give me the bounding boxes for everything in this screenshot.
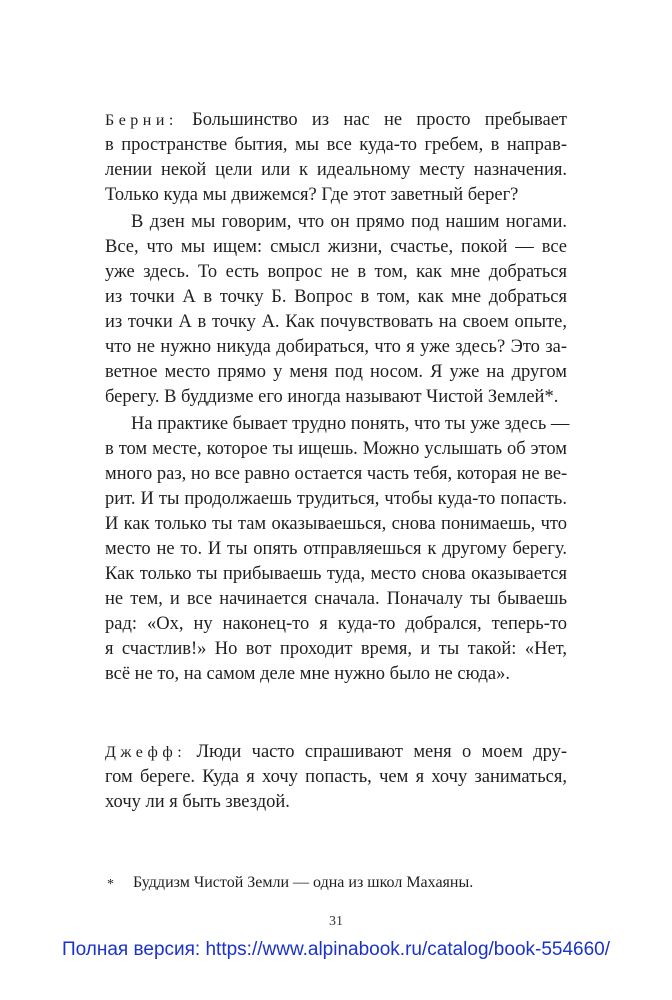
- body-line: И как только ты там оказываешься, снова понимаешь, что: [105, 514, 567, 534]
- body-line: Только куда мы движемся? Где этот заветный берег?: [105, 185, 519, 205]
- body-line: что не нужно никуда добираться, что я уже здесь? Это за-: [105, 337, 567, 357]
- speaker-name-bernie: Берни:: [105, 112, 178, 129]
- paragraph-jeff-line-1: [105, 740, 567, 765]
- paragraph-bernie-line-1: [105, 108, 567, 133]
- body-line: много раз, но все равно остается часть тебя, которая не ве-: [105, 464, 568, 484]
- body-line: всё не то, на самом деле мне нужно было не сюда».: [105, 664, 510, 684]
- body-line: в том месте, которое ты ищешь. Можно услышать об этом: [105, 439, 567, 459]
- body-line: рад: «Ох, ну наконец-то я куда-то добрался, теперь-то: [105, 614, 567, 634]
- body-line-indented: В дзен мы говорим, что он прямо под нашим ногами.: [131, 212, 567, 232]
- body-line: лении некой цели или к идеальному месту назначения.: [105, 160, 567, 180]
- body-line: не тем, и все начинается сначала. Поначалу ты бываешь: [105, 589, 567, 609]
- body-line: место не то. И ты опять отправляешься к другому берегу.: [105, 539, 567, 559]
- body-line: из точки А в точку Б. Вопрос в том, как мне добраться: [105, 287, 567, 307]
- body-text: Люди часто спрашивают меня о моем дру-: [196, 742, 567, 762]
- full-version-link[interactable]: Полная версия: https://www.alpinabook.ru/catalog/book-554660/: [61, 939, 611, 960]
- speaker-name-jeff: Джефф:: [105, 744, 187, 761]
- body-line: хочу ли я быть звездой.: [105, 792, 290, 812]
- body-line: ветное место прямо у меня под носом. Я уже на другом: [105, 362, 567, 382]
- body-line: в пространстве бытия, мы все куда-то гребем, в направ-: [105, 135, 567, 155]
- footnote-text: Буддизм Чистой Земли — одна из школ Махаяны.: [133, 874, 474, 891]
- body-line: Все, что мы ищем: смысл жизни, счастье, покой — все: [105, 237, 567, 257]
- body-line: я счастлив!» Но вот проходит время, и ты такой: «Нет,: [105, 639, 567, 659]
- body-line: гом береге. Куда я хочу попасть, чем я хочу заниматься,: [105, 767, 567, 787]
- footnote-mark: *: [107, 877, 114, 892]
- body-text: Большинство из нас не просто пребывает: [192, 110, 568, 130]
- body-line-indented: На практике бывает трудно понять, что ты уже здесь —: [131, 414, 570, 434]
- page-number: 31: [329, 914, 343, 929]
- body-line: Как только ты прибываешь туда, место снова оказывается: [105, 564, 567, 584]
- body-line: рит. И ты продолжаешь трудиться, чтобы куда-то попасть.: [105, 489, 567, 509]
- body-line-with-footnote-ref: берегу. В буддизме его иногда называют Чистой Землей*.: [105, 387, 559, 407]
- body-line: из точки А в точку А. Как почувствовать на своем опыте,: [105, 312, 567, 332]
- body-line: уже здесь. То есть вопрос не в том, как мне добраться: [105, 262, 567, 282]
